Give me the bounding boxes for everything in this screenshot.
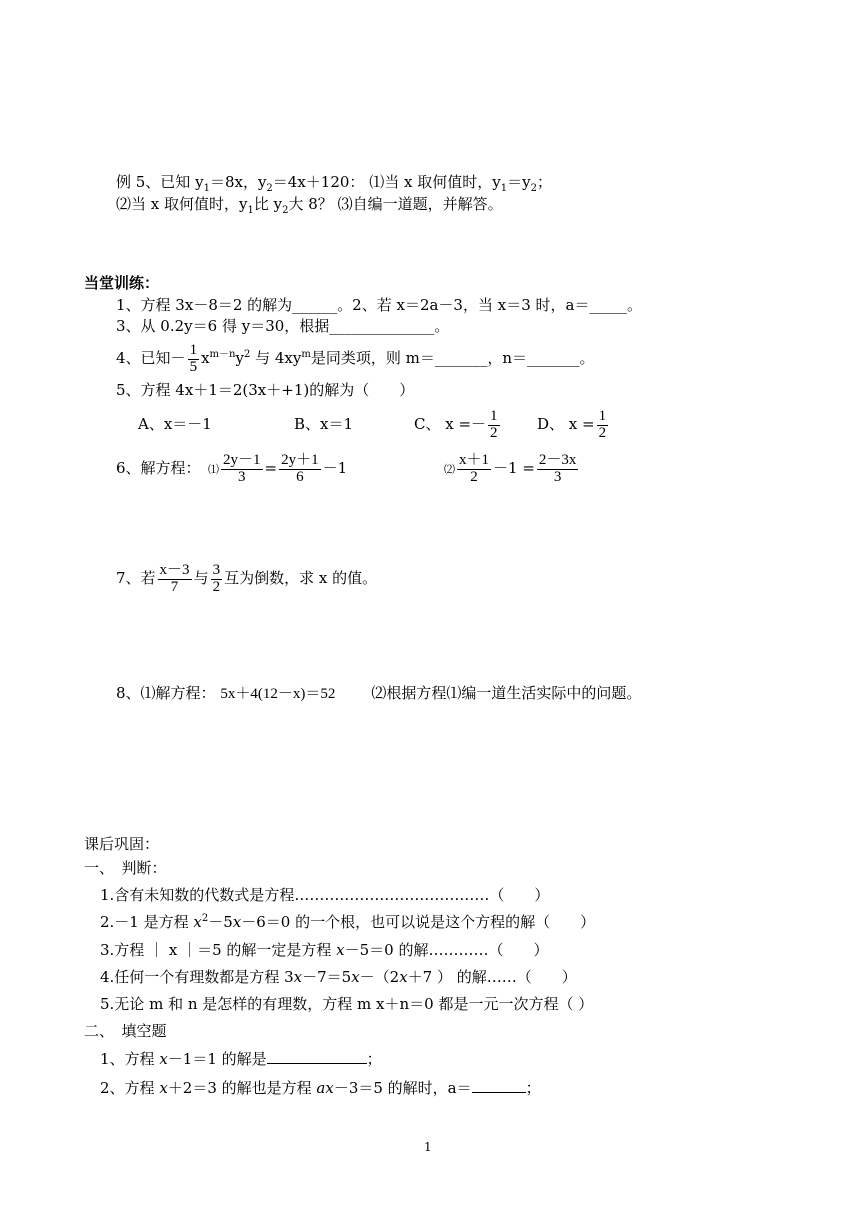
training-q6-eq1: ⑴ $\frac{2y-1}{3}$ = $\frac{2y+1}{6}$ －1 bbox=[208, 451, 348, 485]
q5-option-b: B、x＝1 bbox=[294, 415, 354, 433]
homework-heading: 课后巩固： bbox=[84, 835, 160, 853]
judge-item-5: 5.无论 m 和 n 是怎样的有理数，方程 m x＋n＝0 都是一元一次方程（ ） bbox=[100, 995, 594, 1013]
judge-item-3: 3.方程 ｜ x ｜＝5 的解一定是方程 x－5＝0 的解…………（ ） bbox=[100, 941, 549, 959]
training-q6-label: 6、解方程： bbox=[116, 459, 201, 477]
judge-item-4: 4.任何一个有理数都是方程 3x－7＝5x－（2x＋7 ） 的解……（ ） bbox=[100, 968, 577, 986]
homework-part1: 一、 判断： bbox=[84, 859, 167, 877]
training-q3: 3、从 0.2y＝6 得 y＝30，根据______________。 bbox=[116, 317, 450, 335]
example5-line2: ⑵当 x 取何值时，$y_1$比 $y_2$大 8？ ⑶自编一道题，并解答。 bbox=[116, 195, 503, 216]
fraction-one-fifth: $\frac{1}{5}$ bbox=[189, 341, 198, 375]
fill-item-1: 1、方程 x－1＝1 的解是 ； bbox=[100, 1050, 382, 1068]
q5-option-d: D、 x = $\frac{1}{2}$ bbox=[537, 407, 607, 441]
judge-item-1: 1.含有未知数的代数式是方程…………………………………（ ） bbox=[100, 886, 550, 904]
fill-item-2: 2、方程 x＋2＝3 的解也是方程 ax－3＝5 的解时，a＝ ； bbox=[100, 1079, 541, 1097]
q5-option-c: C、 x =－ $\frac{1}{2}$ bbox=[414, 407, 498, 441]
answer-blank[interactable] bbox=[472, 1092, 526, 1093]
training-q7: 7、若 $\frac{x-3}{7}$ 与 $\frac{3}{2}$ 互为倒数，求 x 的值。 bbox=[116, 561, 378, 595]
homework-part2: 二、 填空题 bbox=[84, 1022, 167, 1040]
training-q5: 5、方程 4x＋1＝2(3x＋+1)的解为（ ） bbox=[116, 381, 415, 399]
example5-line1: 例 5、已知 $y_1=8x$，$y_2=4x+120$： ⑴当 x 取何值时，$y_1=y_2$； bbox=[116, 173, 552, 194]
training-q6-eq2: ⑵ $\frac{x+1}{2}$ －1 = $\frac{2-3x}{3}$ bbox=[444, 451, 577, 485]
judge-item-2: 2.－1 是方程 $x^2-5x-6=0$ 的一个根，也可以说是这个方程的解（ ） bbox=[100, 913, 596, 931]
training-q8: 8、⑴解方程： 5x＋4(12－x)＝52 ⑵根据方程⑴编一道生活实际中的问题。 bbox=[116, 684, 642, 702]
answer-blank[interactable] bbox=[267, 1063, 367, 1064]
training-q1: 1、方程 3x－8＝2 的解为______。2、若 x＝2a－3，当 x＝3 时，a＝_____。 bbox=[116, 296, 642, 314]
page-number: 1 bbox=[424, 1140, 432, 1154]
q5-option-a: A、x＝－1 bbox=[138, 415, 212, 433]
training-q4: 4、已知－ $\frac{1}{5}$ $x^{m-n}y^2$ 与 $4xy^m$是同类项，则 m＝_______，n＝_______。 bbox=[116, 341, 595, 375]
training-heading: 当堂训练： bbox=[84, 274, 160, 292]
